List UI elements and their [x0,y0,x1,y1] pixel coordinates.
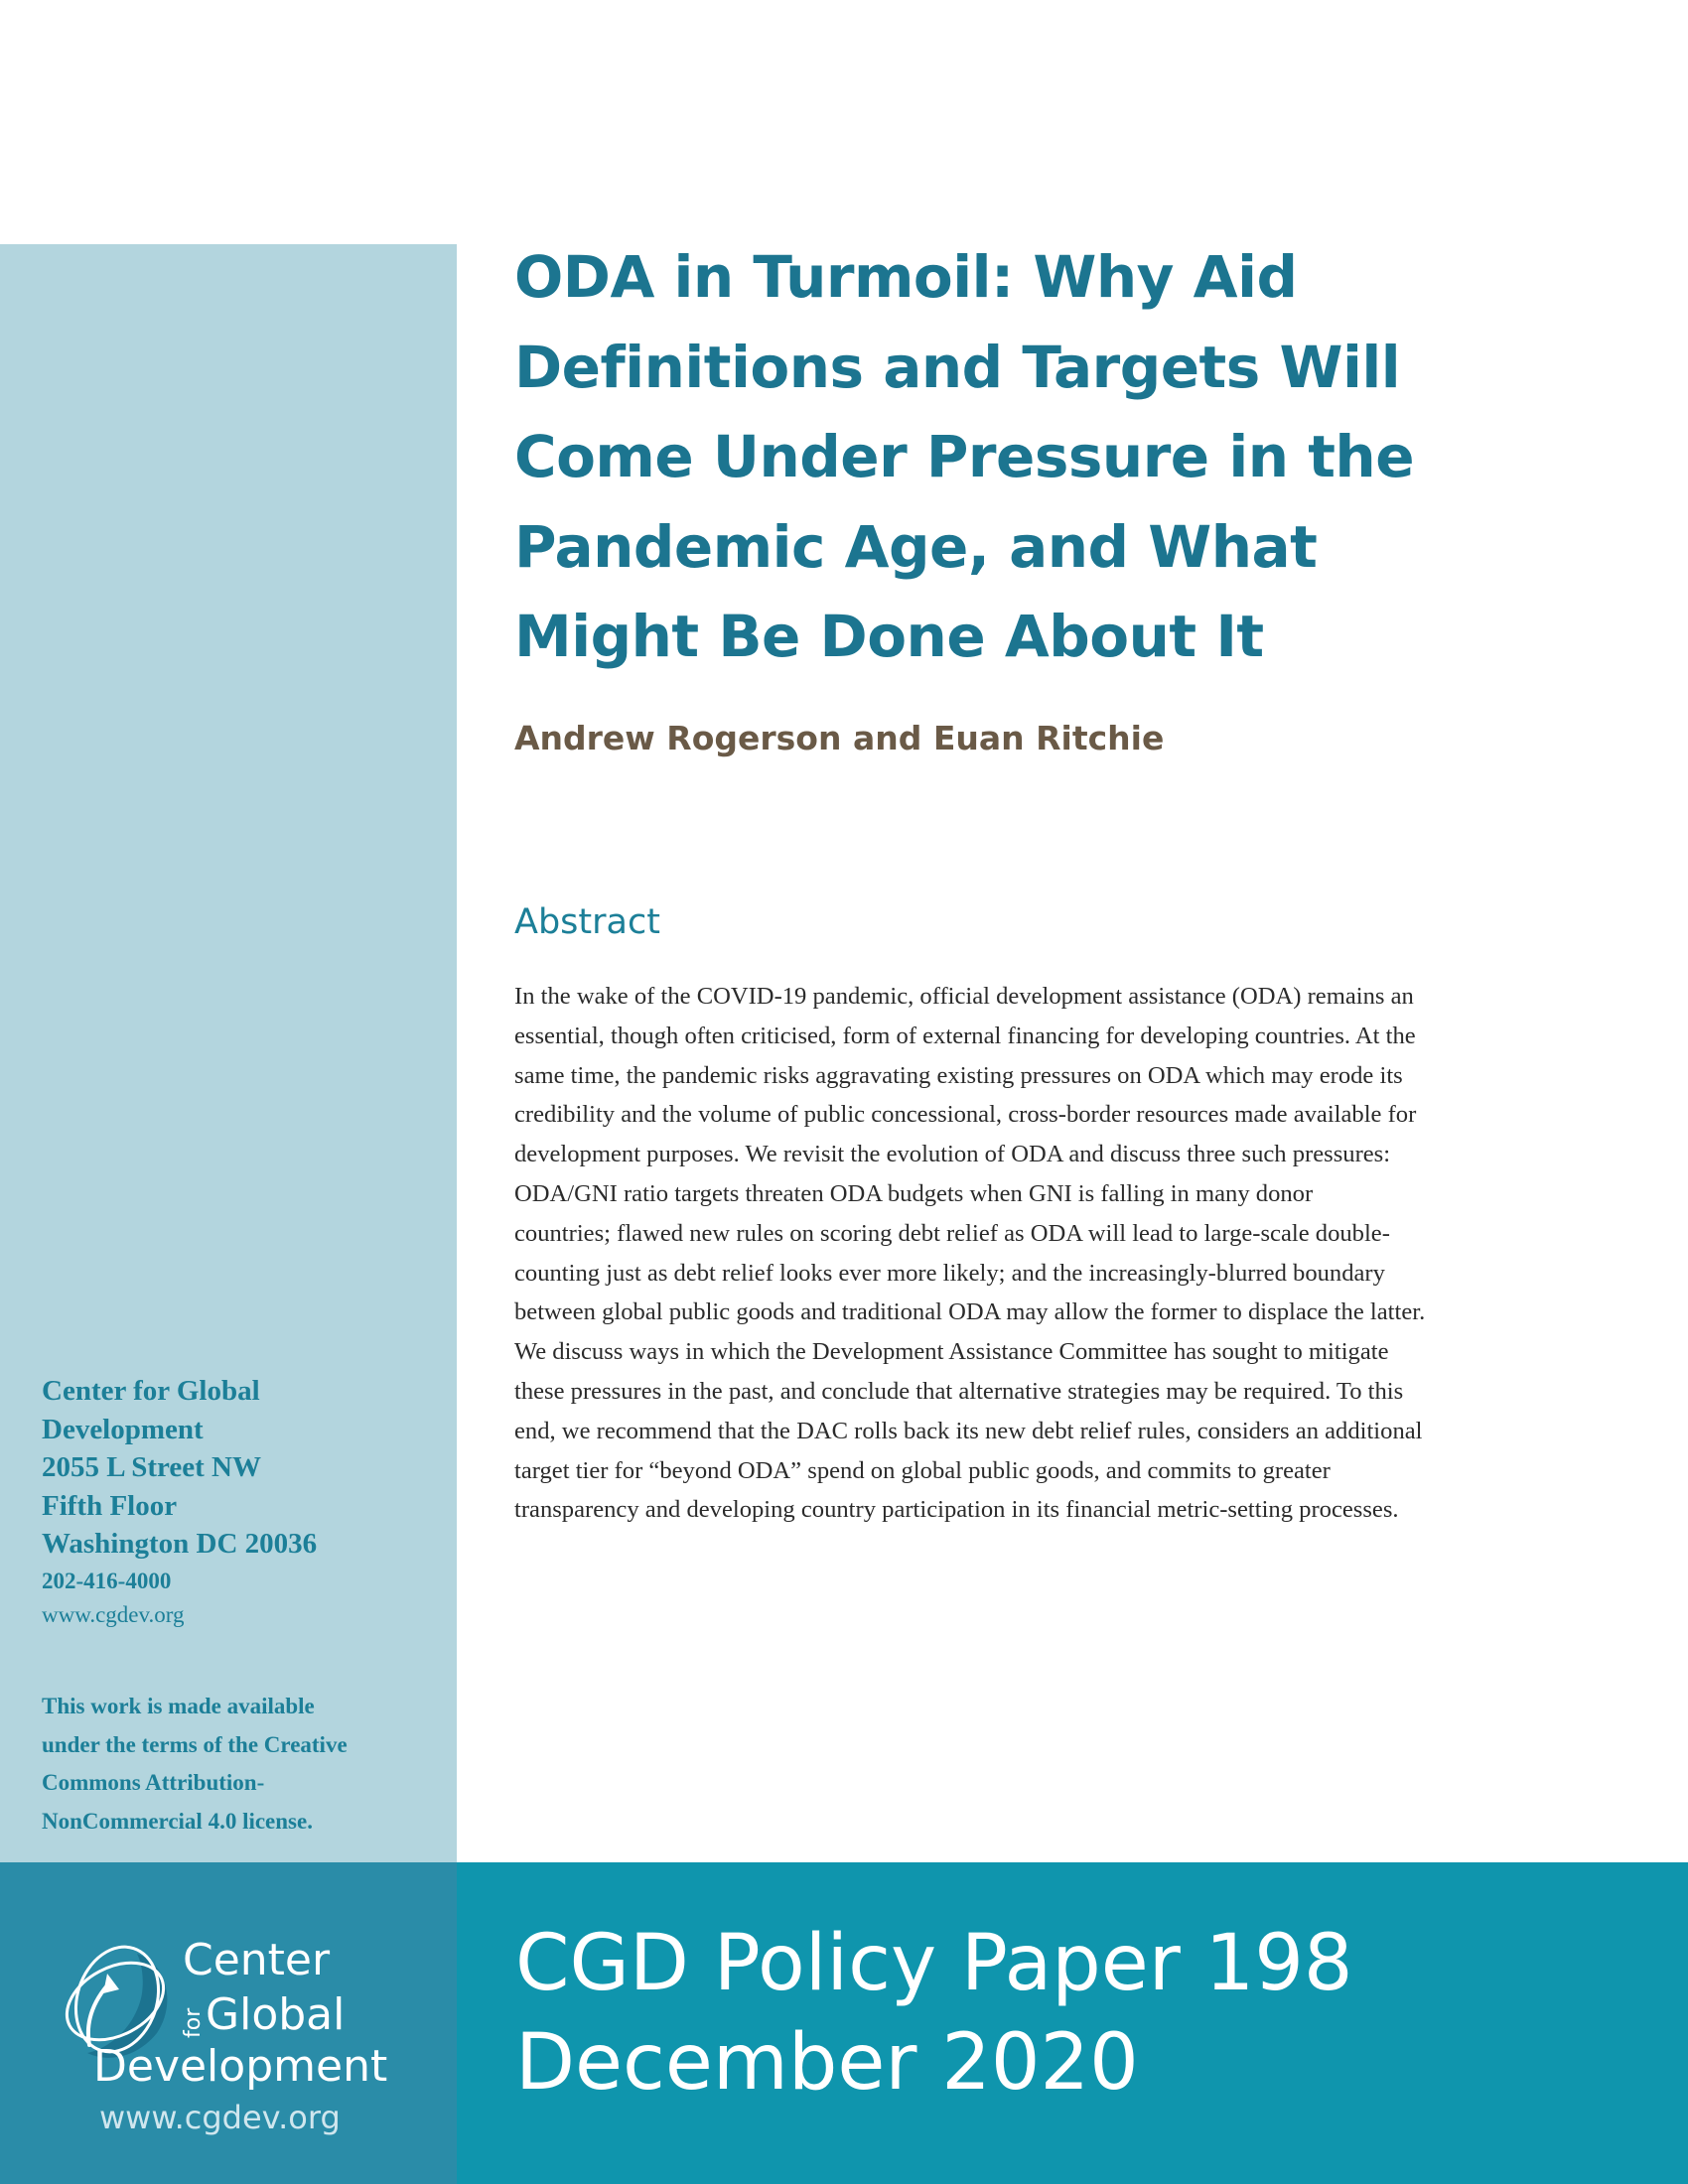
policy-paper-number: CGD Policy Paper 198 [515,1919,1353,2008]
abstract-line: In the wake of the COVID-19 pandemic, official development assistance (ODA) remains an [514,983,1414,1010]
contact-line: Fifth Floor [42,1489,178,1522]
abstract-line: end, we recommend that the DAC rolls back its new debt relief rules, considers an additional [514,1417,1423,1444]
title-line: Definitions and Targets Will [514,333,1401,401]
contact-line: 2055 L Street NW [42,1451,261,1483]
abstract-line: target tier for “beyond ODA” spend on global public goods, and commits to greater [514,1456,1331,1484]
abstract-line: between global public goods and traditional ODA may allow the former to displace the latter. [514,1298,1426,1326]
title-line: Come Under Pressure in the [514,423,1415,490]
license-line: under the terms of the Creative [42,1731,348,1757]
contact-phone: 202-416-4000 [42,1568,172,1593]
contact-line: Development [42,1413,204,1445]
abstract-line: counting just as debt relief looks ever more likely; and the increasingly-blurred boundary [514,1259,1385,1287]
license-line: NonCommercial 4.0 license. [42,1808,313,1834]
series-info [515,1914,1353,2113]
license-line: Commons Attribution- [42,1770,265,1795]
logo-wordmark-global: Global [206,1989,346,2040]
abstract-line: these pressures in the past, and conclude that alternative strategies may be required. To this [514,1377,1404,1405]
contact-website-link[interactable]: www.cgdev.org [42,1601,185,1627]
title-line: Might Be Done About It [514,603,1264,670]
abstract-line: ODA/GNI ratio targets threaten ODA budgets when GNI is falling in many donor [514,1179,1314,1207]
title-line: Pandemic Age, and What [514,512,1318,581]
abstract-line: development purposes. We revisit the evolution of ODA and discuss three such pressures: [514,1141,1391,1168]
title-line: ODA in Turmoil: Why Aid [514,243,1298,311]
abstract-line: We discuss ways in which the Development Assistance Committee has sought to mitigate [514,1338,1389,1366]
logo-wordmark-center: Center [183,1935,331,1985]
logo-wordmark-development: Development [93,2041,388,2092]
abstract-line: essential, though often criticised, form of external financing for developing countries. At the [514,1022,1416,1049]
license-line: This work is made available [42,1694,315,1718]
paper-authors: Andrew Rogerson and Euan Ritchie [514,719,1165,757]
abstract-text [514,977,1636,1530]
abstract-line: countries; flawed new rules on scoring debt relief as ODA will lead to large-scale double- [514,1219,1390,1247]
publication-date: December 2020 [515,2018,1139,2108]
contact-line: Center for Global [42,1375,260,1407]
abstract-line: credibility and the volume of public concessional, cross-border resources made available for [514,1101,1417,1129]
logo-website-link[interactable]: www.cgdev.org [99,2099,341,2136]
paper-title [514,232,1597,682]
contact-address-block [42,1372,449,1629]
abstract-heading: Abstract [514,902,660,942]
contact-line: Washington DC 20036 [42,1528,318,1560]
license-notice [42,1688,444,1841]
abstract-line: same time, the pandemic risks aggravating existing pressures on ODA which may erode its [514,1061,1403,1089]
abstract-line: transparency and developing country participation in its financial metric-setting processes. [514,1496,1399,1524]
logo-wordmark-for: for [181,2007,206,2038]
